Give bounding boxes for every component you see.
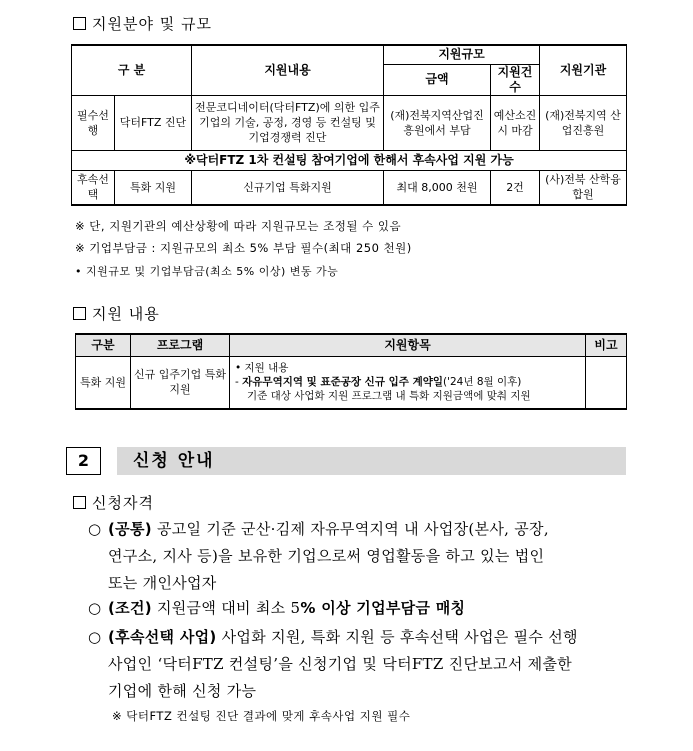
row-required-content: 전문코디네이터(닥터FTZ)에 의한 입주기업의 기술, 공정, 경영 등 컨설팅 및 기업경쟁력 진단 — [192, 95, 384, 150]
header-count: 지원건수 — [491, 64, 540, 95]
row-required-label: 필수선행 — [72, 95, 115, 150]
row-followup-amount: 최대 8,000 천원 — [384, 170, 491, 205]
circle-bullet-icon: ○ — [88, 520, 102, 538]
checkbox-square-icon — [73, 496, 86, 509]
row-followup-agency: (사)전북 산학융합원 — [540, 170, 627, 205]
section-application-title: 신청 안내 — [117, 447, 626, 475]
section-support-scale-title: 지원분야 및 규모 — [73, 13, 212, 34]
checkbox-square-icon — [73, 307, 86, 320]
support-content-table — [75, 333, 627, 410]
circle-bullet-icon: ○ — [88, 628, 102, 646]
section-number: 2 — [66, 447, 101, 475]
row-required-agency: (재)전북지역 산업진흥원 — [540, 95, 627, 150]
row-items: • 지원 내용 - 자유무역지역 및 표준공장 신규 입주 계약일('24년 8월 이후) 기준 대상 사업화 지원 프로그램 내 특화 지원금액에 맞춰 지원 — [230, 356, 586, 409]
row-category: 특화 지원 — [76, 356, 131, 409]
header-amount: 금액 — [384, 64, 491, 95]
eligibility-condition: ○ (조건) 지원금액 대비 최소 5% 이상 기업부담금 매칭 — [88, 595, 648, 622]
note-company-share: ※ 기업부담금 : 지원규모의 최소 5% 부담 필수(최대 250 천원) — [75, 241, 412, 255]
note-variation: • 지원규모 및 기업부담금(최소 5% 이상) 변동 가능 — [75, 265, 339, 278]
header-agency: 지원기관 — [540, 45, 627, 95]
note-budget: ※ 단, 지원기관의 예산상황에 따라 지원규모는 조정될 수 있음 — [75, 219, 402, 233]
section-support-content-title: 지원 내용 — [73, 303, 160, 324]
header-category: 구 분 — [72, 45, 192, 95]
footnote: ※ 닥터FTZ 컨설팅 진단 결과에 맞게 후속사업 지원 필수 — [112, 709, 411, 723]
header-remarks: 비고 — [586, 334, 627, 356]
row-followup-label: 후속선택 — [72, 170, 115, 205]
eligibility-common: ○ (공통) 공고일 기준 군산·김제 자유무역지역 내 사업장(본사, 공장, 연구소, 지사 등)을 보유한 기업으로써 영업활동을 하고 있는 법인 또는 개인사업자 — [88, 516, 648, 597]
row-followup-count: 2건 — [491, 170, 540, 205]
header-program: 프로그램 — [131, 334, 230, 356]
row-required-category: 닥터FTZ 진단 — [115, 95, 192, 150]
header-content: 지원내용 — [192, 45, 384, 95]
eligibility-title: 신청자격 — [73, 492, 154, 513]
circle-bullet-icon: ○ — [88, 599, 102, 617]
row-followup-category: 특화 지원 — [115, 170, 192, 205]
row-remarks — [586, 356, 627, 409]
row-program: 신규 입주기업 특화지원 — [131, 356, 230, 409]
checkbox-square-icon — [73, 17, 86, 30]
highlight-row: ※닥터FTZ 1차 컨설팅 참여기업에 한해서 후속사업 지원 가능 — [72, 150, 627, 170]
row-required-count: 예산소진시 마감 — [491, 95, 540, 150]
header-scale: 지원규모 — [384, 45, 540, 64]
eligibility-followup: ○ (후속선택 사업) 사업화 지원, 특화 지원 등 후속선택 사업은 필수 선행 사업인 ‘닥터FTZ 컨설팅’을 신청기업 및 닥터FTZ 진단보고서 제출한 기업에 한해 신청 가능 — [88, 624, 648, 705]
row-required-amount: (재)전북지역산업진흥원에서 부담 — [384, 95, 491, 150]
row-followup-content: 신규기업 특화지원 — [192, 170, 384, 205]
header-items: 지원항목 — [230, 334, 586, 356]
header-category: 구분 — [76, 334, 131, 356]
support-scale-table — [71, 44, 627, 206]
